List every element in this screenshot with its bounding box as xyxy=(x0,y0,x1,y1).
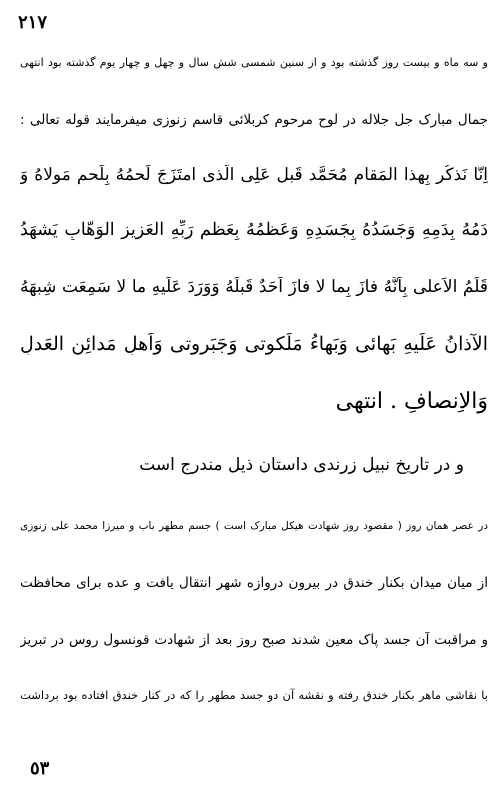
text-line-3: و در تاریخ نبیل زرندی داستان ذیل مندرج است xyxy=(139,455,464,475)
text-line-7: با نقاشی ماهر بکنار خندق رفته و نقشه آن دو جسد مطهر را که در کنار خندق افتاده بود برداشت xyxy=(20,688,488,702)
text-line-5: از میان میدان بکنار خندق در بیرون دروازه شهر انتقال یافت و عده برای محافظت xyxy=(20,575,488,591)
arabic-verse-line-1: اِنّا نَذکُر بِهذا المَقام مُحَمَّد قَبل عَلِی الَّذی امتَزَجَ لَحمُهُ بِلَحمِ مَولاهُ وَ xyxy=(20,165,488,185)
arabic-verse-line-2: دَمُهُ بِدَمِهِ وَجَسَدُهُ بِجَسَدِهِ وَعَظمُهُ بِعَظمِ رَبِّهِ العَزیزِ الوَهّابِ یَشهَدُ xyxy=(20,220,488,240)
arabic-verse-line-4: الآذانُ عَلَیهِ بَهائی وَبَهاءُ مَلَکوتی وَجَبَروتی وَاَهلِ مَدائِنِ العَدلِ xyxy=(20,333,488,355)
arabic-verse-line-3: قَلَمُ الاَعلی بِاَنَّهُ فازَ بِما لا فازَ اَحَدٌ قَبلَهُ وَوَرَدَ عَلَیهِ ما لا سَمِعَت شِبهَهُ xyxy=(20,277,488,297)
text-line-2: جمال مبارک جل جلاله در لوح مرحوم کربلائی قاسم زنوزی میفرمایند قوله تعالی : xyxy=(20,112,488,128)
page-number: ٢١٧ xyxy=(18,12,48,33)
text-line-6: و مراقبت آن جسد پاک معین شدند صبح روز بعد از شهادت قونسول روس در تبریز xyxy=(20,632,488,648)
footer-mark: ٥٣ xyxy=(30,758,50,779)
text-line-4: در عصر همان روز ( مقصود روز شهادت هیکل مبارک است ) جسم مطهر باب و میرزا محمد علی زنوزی xyxy=(20,520,488,532)
text-line-1: و سه ماه و بیست روز گذشته بود و از سنین شمسی شش سال و چهل و چهار یوم گذشته بود انتهی xyxy=(20,56,488,69)
arabic-verse-line-5: وَالاِنصافِ . انتهی xyxy=(335,389,488,414)
